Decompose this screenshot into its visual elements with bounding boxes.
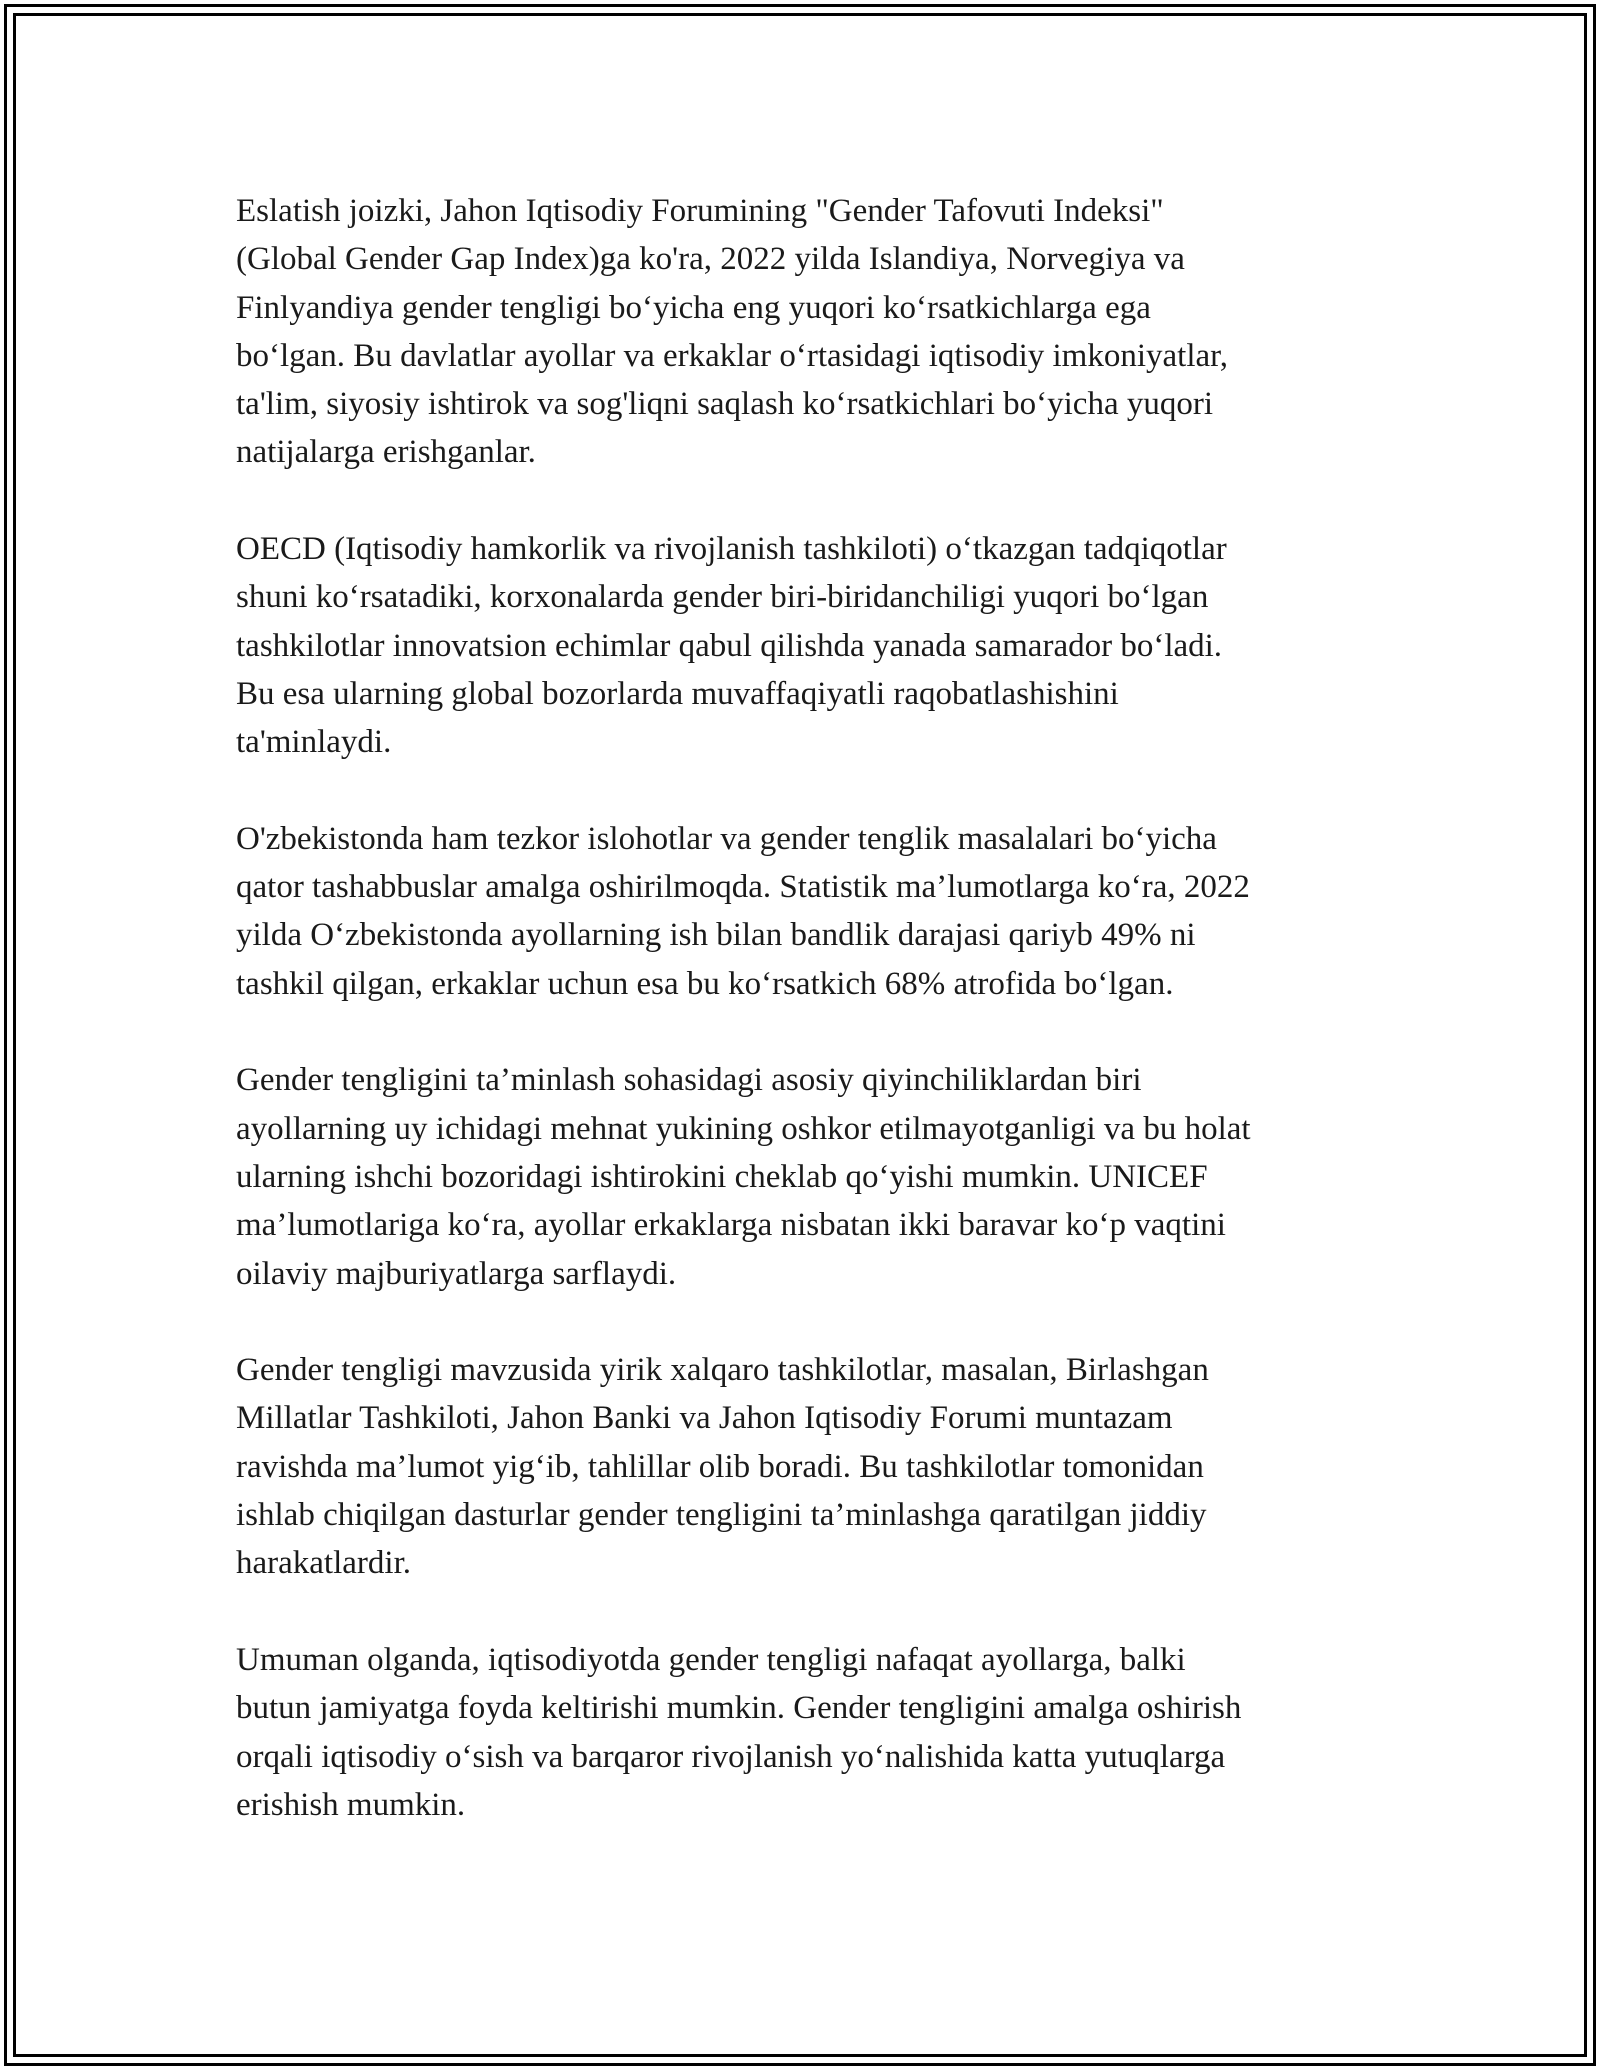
document-body bbox=[236, 187, 1376, 1877]
text-line: ayollarning uy ichidagi mehnat yukining oshkor etilmayotganligi va bu holat bbox=[236, 1110, 1251, 1147]
text-line: qator tashabbuslar amalga oshirilmoqda. Statistik ma’lumotlarga ko‘ra, 2022 bbox=[236, 869, 1250, 906]
text-line: Gender tengligini ta’minlash sohasidagi asosiy qiyinchiliklardan biri bbox=[236, 1062, 1142, 1099]
paragraph-challenges bbox=[236, 1056, 1376, 1297]
text-line: O'zbekistonda ham tezkor islohotlar va gender tenglik masalalari bo‘yicha bbox=[236, 820, 1217, 857]
text-line: Eslatish joizki, Jahon Iqtisodiy Forumining "Gender Tafovuti Indeksi" bbox=[236, 193, 1164, 229]
text-line: ta'lim, siyosiy ishtirok va sog'liqni saqlash ko‘rsatkichlari bo‘yicha yuqori bbox=[236, 386, 1213, 423]
text-line: erishish mumkin. bbox=[236, 1786, 466, 1823]
text-line: bo‘lgan. Bu davlatlar ayollar va erkaklar o‘rtasidagi iqtisodiy imkoniyatlar, bbox=[236, 337, 1229, 374]
text-line: Bu esa ularning global bozorlarda muvaffaqiyatli raqobatlashishini bbox=[236, 675, 1119, 712]
paragraph-conclusion bbox=[236, 1636, 1376, 1829]
text-line: harakatlardir. bbox=[236, 1545, 411, 1582]
text-line: ma’lumotlariga ko‘ra, ayollar erkaklarga nisbatan ikki baravar ko‘p vaqtini bbox=[236, 1207, 1226, 1244]
text-line: Millatlar Tashkiloti, Jahon Banki va Jahon Iqtisodiy Forumi muntazam bbox=[236, 1400, 1173, 1437]
text-line: oilaviy majburiyatlarga sarflaydi. bbox=[236, 1255, 677, 1292]
text-line: ishlab chiqilgan dasturlar gender tengligini ta’minlashga qaratilgan jiddiy bbox=[236, 1497, 1207, 1534]
text-line: ravishda ma’lumot yig‘ib, tahlillar olib boradi. Bu tashkilotlar tomonidan bbox=[236, 1448, 1204, 1485]
text-line: (Global Gender Gap Index)ga ko'ra, 2022 yilda Islandiya, Norvegiya va bbox=[236, 241, 1185, 278]
paragraph-gender-gap-index bbox=[236, 187, 1376, 477]
paragraph-uzbekistan bbox=[236, 815, 1376, 1008]
text-line: tashkilotlar innovatsion echimlar qabul qilishda yanada samarador bo‘ladi. bbox=[236, 627, 1223, 664]
paragraph-international-organizations bbox=[236, 1346, 1376, 1587]
text-line: butun jamiyatga foyda keltirishi mumkin. Gender tengligini amalga oshirish bbox=[236, 1690, 1242, 1727]
text-line: Umuman olganda, iqtisodiyotda gender tengligi nafaqat ayollarga, balki bbox=[236, 1641, 1186, 1678]
text-line: Gender tengligi mavzusida yirik xalqaro tashkilotlar, masalan, Birlashgan bbox=[236, 1352, 1209, 1389]
text-line: yilda O‘zbekistonda ayollarning ish bilan bandlik darajasi qariyb 49% ni bbox=[236, 917, 1196, 954]
paragraph-oecd bbox=[236, 525, 1376, 766]
text-line: orqali iqtisodiy o‘sish va barqaror rivojlanish yo‘nalishida katta yutuqlarga bbox=[236, 1738, 1226, 1775]
text-line: shuni ko‘rsatadiki, korxonalarda gender biri-biridanchiligi yuqori bo‘lgan bbox=[236, 579, 1209, 616]
text-line: ta'minlaydi. bbox=[236, 724, 392, 761]
text-line: ularning ishchi bozoridagi ishtirokini cheklab qo‘yishi mumkin. UNICEF bbox=[236, 1158, 1208, 1195]
text-line: natijalarga erishganlar. bbox=[236, 434, 536, 471]
text-line: tashkil qilgan, erkaklar uchun esa bu ko‘rsatkich 68% atrofida bo‘lgan. bbox=[236, 965, 1174, 1002]
text-line: OECD (Iqtisodiy hamkorlik va rivojlanish tashkiloti) o‘tkazgan tadqiqotlar bbox=[236, 531, 1227, 568]
text-line: Finlyandiya gender tengligi bo‘yicha eng yuqori ko‘rsatkichlarga ega bbox=[236, 289, 1151, 326]
